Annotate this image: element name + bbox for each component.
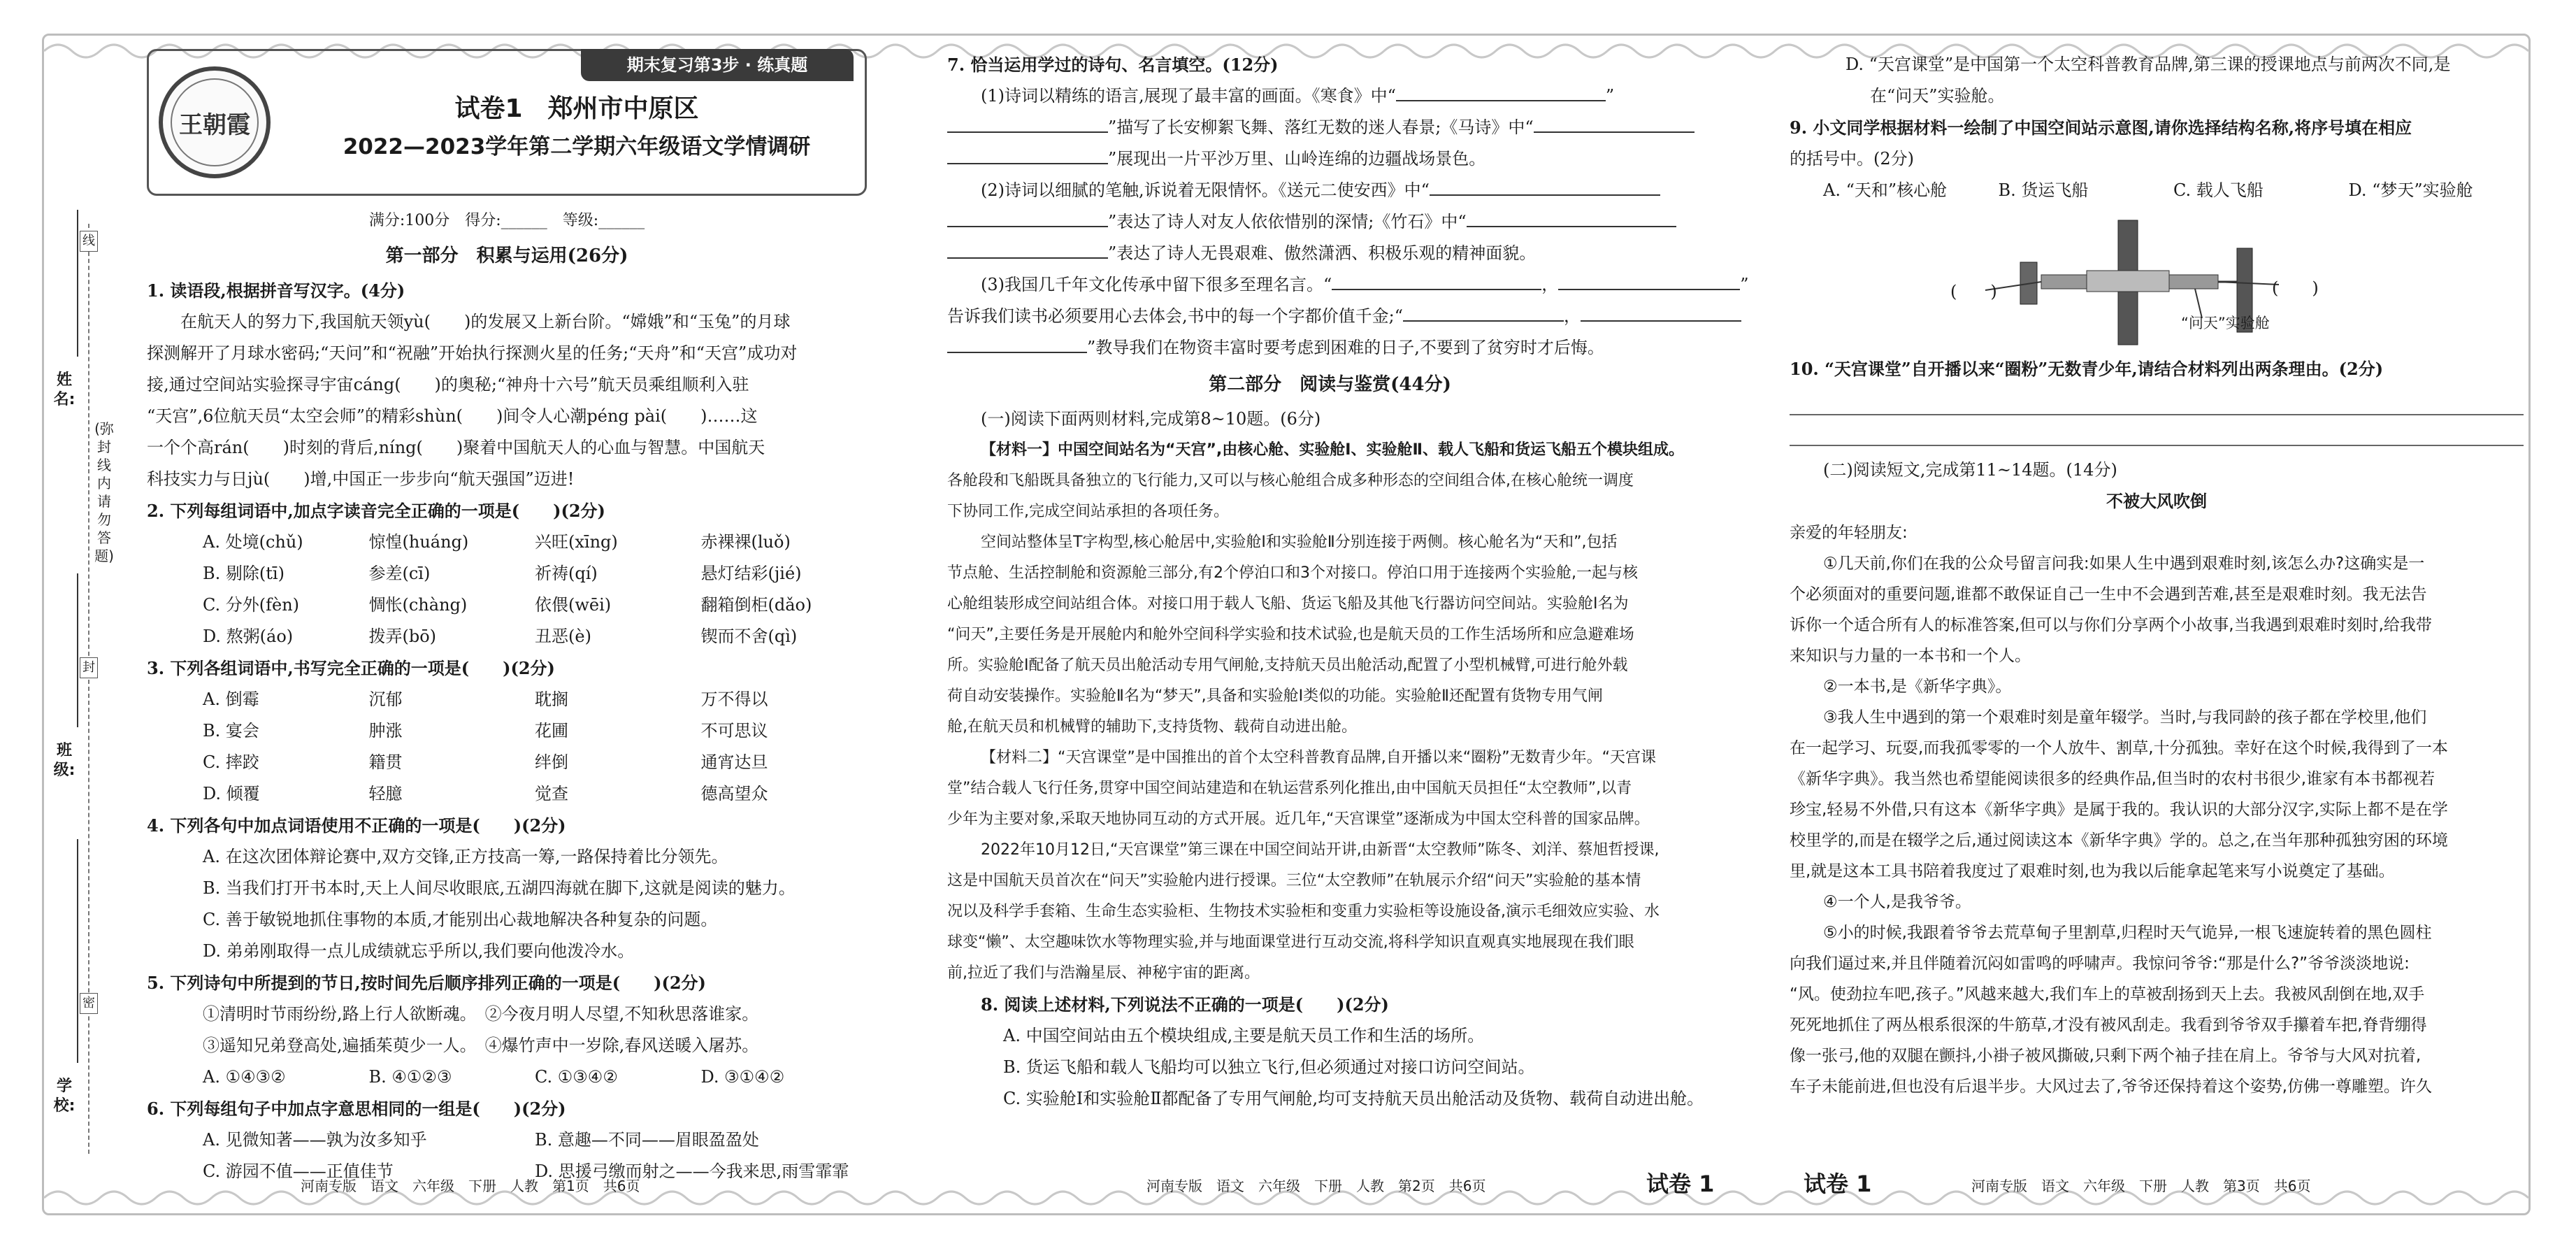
name-blank[interactable]	[77, 210, 78, 357]
article-line: 珍宝,轻易不外借,只有这本《新华字典》是属于我的。我认识的大部分汉字,实际上都不是在学	[1790, 801, 2448, 819]
q1-line: 接,通过空间站实验探寻宇宙cáng( )的奥秘;“神舟十六号”航天员乘组顺利入驻	[147, 375, 749, 394]
material-2-line: 前,拉近了我们与浩瀚星辰、神秘宇宙的距离。	[947, 964, 1260, 982]
seal-line	[88, 224, 89, 1154]
seal-mark-secret: 密	[80, 993, 98, 1014]
material-1-line: 空间站整体呈T字构型,核心舱居中,实验舱Ⅰ和实验舱Ⅱ分别连接于两侧。核心舱名为“天和”,包括	[981, 534, 1618, 551]
question-4: 4. 下列各句中加点词语使用不正确的一项是( )(2分)	[147, 815, 566, 836]
q3-option-row[interactable]: C. 摔跤 籍贯 绊倒 通宵达旦	[203, 752, 768, 772]
material-2-line: 少年为主要对象,采取天地协同互动的方式开展。近几年,“天宫课堂”逐渐成为中国太空科普的国家品牌。	[947, 810, 1650, 828]
material-2-line: 况以及科学手套箱、生命生态实验柜、生物技术实验柜和变重力实验柜等设施设备,演示毛细效应实验、水	[947, 903, 1660, 920]
material-1-line: 下协同工作,完成空间站承担的各项任务。	[947, 503, 1229, 520]
material-2-line: 【材料二】“天宫课堂”是中国推出的首个太空科普教育品牌,自开播以来“圈粉”无数青少年。“天宫课	[981, 749, 1656, 766]
column-1	[147, 49, 867, 1187]
q1-line: 科技实力与日jù( )增,中国正一步步向“航天强国”迈进!	[147, 469, 575, 489]
q9-options[interactable]: A. “天和”核心舱 B. 货运飞船 C. 载人飞船 D. “梦天”实验舱	[1823, 180, 2473, 200]
part-2-heading: 第二部分 阅读与鉴赏(44分)	[1209, 374, 1451, 395]
question-1: 1. 读语段,根据拼音写汉字。(4分)	[147, 280, 405, 301]
material-1-line: “问天”,主要任务是开展舱内和舱外空间科学实验和技术试验,也是航天员的工作生活场所和应急避难场	[947, 626, 1634, 643]
question-9-cont: 的括号中。(2分)	[1790, 149, 1914, 169]
q7-line: (3)我国几千年文化传承中留下很多至理名言。“ ， ”	[947, 269, 1713, 301]
article-line: 向我们逼过来,并且伴随着沉闷如雷鸣的呼啸声。我惊问爷爷:“那是什么?”爷爷淡淡地说:	[1790, 955, 2410, 973]
material-2-line: 球变“懒”、太空趣味饮水等物理实验,并与地面课堂进行互动交流,将科学知识直观真实地展现在我们眼	[947, 934, 1634, 951]
article-line: ②一本书,是《新华字典》。	[1823, 678, 2012, 696]
article-line: 《新华字典》。我当然也希望能阅读很多的经典作品,但当时的农村书很少,谁家有本书都视若	[1790, 770, 2435, 788]
article-line: 死死地抓住了两丛根系很深的牛筋草,才没有被风刮走。我看到爷爷双手攥着车把,脊背绷得	[1790, 1016, 2427, 1034]
article-line: 在一起学习、玩耍,而我孤零零的一个人放牛、割草,十分孤独。幸好在这个时候,我得到了一本	[1790, 739, 2448, 757]
answer-line[interactable]	[1790, 385, 2524, 415]
material-1-line: 节点舱、生活控制舱和资源舱三部分,有2个停泊口和3个对接口。停泊口用于连接两个实验舱,一起与核	[947, 564, 1638, 582]
article-line: 里,就是这本工具书陪着我度过了艰难时刻,也为我以后能拿起笔来写小说奠定了基础。	[1790, 862, 2395, 880]
diagram-blank-right[interactable]: ( )	[2272, 278, 2319, 298]
material-1-line: 各舱段和飞船既具备独立的飞行能力,又可以与核心舱组合成多种形态的空间组合体,在核心舱统一调度	[947, 472, 1634, 489]
school-blank[interactable]	[77, 839, 78, 1063]
q4-option-b[interactable]: B. 当我们打开书本时,天上人间尽收眼底,五湖四海就在脚下,这就是阅读的魅力。	[203, 878, 796, 898]
q3-option-row[interactable]: B. 宴会 肿涨 花圃 不可思议	[203, 721, 768, 741]
q6-option-row[interactable]: C. 游园不值——正值佳节 D. 思援弓缴而射之——今我来思,雨雪霏霏	[203, 1161, 849, 1181]
article-line: ⑤小的时候,我跟着爷爷去荒草甸子里割草,归程时天气诡异,一根飞速旋转着的黑色圆柱	[1823, 924, 2432, 942]
class-blank[interactable]	[77, 573, 78, 727]
wentian-module-label: “问天”实验舱	[2181, 315, 2270, 331]
binding-strip	[49, 210, 133, 1154]
seal-mark-line: 线	[80, 231, 98, 252]
material-1-line: 所。实验舱Ⅰ配备了航天员出舱活动专用气闸舱,支持航天员出舱活动,配置了小型机械臂,可进行舱外载	[947, 657, 1628, 674]
material-1-line: 心舱组装形成空间站组合体。对接口用于载人飞船、货运飞船及其他飞行器访问空间站。实验舱Ⅰ名为	[947, 595, 1629, 613]
school-label: 学校:	[53, 1078, 75, 1115]
q1-line: “天宫”,6位航天员“太空会师”的精彩shùn( )间令人心潮péng pài( )……这	[147, 406, 758, 426]
q2-option-row[interactable]: C. 分外(fèn) 惆怅(chàng) 依偎(wēi) 翻箱倒柜(dǎo)	[203, 595, 812, 615]
q2-option-row[interactable]: A. 处境(chǔ) 惊惶(huáng) 兴旺(xīng) 赤裸裸(luǒ)	[203, 532, 791, 552]
column-3	[1790, 49, 2524, 1102]
article-line: 来知识与力量的一本书和一个人。	[1790, 647, 2031, 665]
material-2-line: 堂”结合载人飞行任务,贯穿中国空间站建造和在轨运营系列化推出,由中国航天员担任“太空教师”,以青	[947, 780, 1632, 797]
column-2: 7. 恰当运用学过的诗句、名言填空。(12分) (1)诗词以精练的语言,展现了最丰富的画面。《寒食》中“ ” ”描写了长安柳絮飞舞、落红无数的迷人春景;《马诗》中“ ”展现出一片平沙万里、山岭连绵的边疆战场景色。 (2)诗词以细腻的笔触,诉说着无限情怀。《送元二使安西》中“ ”表达了诗人对友人依依惜别的深情;《竹石》中“ ”表达了诗人无畏艰难、傲然潇洒、积极乐观的精神面貌。 (3)我国几千年文化传承中留下很多至理名言。“ ， ” 告诉我们读书必须要用心去体会,书中的每一个字都价值千金;“ ， ”教导我们在物资丰富时要考虑到困难的日子,不要到了贫穷时才后悔。 第二部分 阅读与鉴赏(44分) (一)阅读下面两则材料,完成第8~10题。(6分) 【材料一】中国空间站名为“天宫”,由核心舱、实验舱Ⅰ、实验舱Ⅱ、载人飞船和货运飞船五个模块组成。 各舱段和飞船既具备独立的飞行能力,又可以与核心舱组合成多种形态的空间组合体,在核心舱统一调度 下协同工作,完成空间站承担的各项任务。 空间站整体呈T字构型,核心舱居中,实验舱Ⅰ和实验舱Ⅱ分别连接于两侧。核心舱名为“天和”,包括 节点舱、生活控制舱和资源舱三部分,有2个停泊口和3个对接口。停泊口用于连接两个实验舱,一起与核 心舱组装形成空间站组合体。对接口用于载人飞船、货运飞船及其他飞行器访问空间站。实验舱Ⅰ名为 “问天”,主要任务是开展舱内和舱外空间科学实验和技术试验,也是航天员的工作生活场所和应急避难场 所。实验舱Ⅰ配备了航天员出舱活动专用气闸舱,支持航天员出舱活动,配置了小型机械臂,可进行舱外载 荷自动安装操作。实验舱Ⅱ名为“梦天”,具备和实验舱Ⅰ类似的功能。实验舱Ⅱ还配置有货物专用气闸 舱,在航天员和机械臂的辅助下,支持货物、载荷自动进出舱。 【材料二】“天宫课堂”是中国推出的首个太空科普教育品牌,自开播以来“圈粉”无数青少年。“天宫课 堂”结合载人飞行任务,贯穿中国空间站建造和在轨运营系列化推出,由中国航天员担任“太空教师”,以青 少年为主要对象,采取天地协同互动的方式开展。近几年,“天宫课堂”逐渐成为中国太空科普的国家品牌。 2022年10月12日,“天宫课堂”第三课在中国空间站开讲,由新晋“太空教师”陈冬、刘洋、蔡旭哲授课, 这是中国航天员首次在“问天”实验舱内进行授课。三位“太空教师”在轨展示介绍“问天”实验舱的基本情 况以及科学手套箱、生命生态实验柜、生物技术实验柜和变重力实验柜等设施设备,演示毛细效应实验、水 球变“懒”、太空趣味饮水等物理实验,并与地面课堂进行互动交流,将科学知识直观真实地展现在我们眼 前,拉近了我们与浩瀚星辰、神秘宇宙的距离。 8. 阅读上述材料,下列说法不正确的一项是( )(2分) A. 中国空间站由五个模块组成,主要是航天员工作和生活的场所。 B. 货运飞船和载人飞船均可以独立飞行,但必须通过对接口访问空间站。 C. 实验舱Ⅰ和实验舱Ⅱ都配备了专用气闸舱,均可支持航天员出舱活动及货物、载荷自动进出舱。	[947, 49, 1713, 1115]
q8-option-d[interactable]: D. “天宫课堂”是中国第一个太空科普教育品牌,第三课的授课地点与前两次不同,是	[1845, 55, 2451, 74]
seal-note: (弥封线内请勿答题)	[94, 420, 114, 564]
article-line: 诉你一个适合所有人的标准答案,但可以与你们分享两个小故事,当我遇到艰难时刻时,给我带	[1790, 616, 2432, 634]
material-2-line: 2022年10月12日,“天宫课堂”第三课在中国空间站开讲,由新晋“太空教师”陈冬、刘洋、蔡旭哲授课,	[981, 841, 1660, 859]
q3-option-row[interactable]: D. 倾覆 轻臆 觉查 德高望众	[203, 784, 768, 803]
logo-text: 王朝霞	[171, 78, 259, 166]
q2-option-row[interactable]: B. 剔除(tī) 参差(cī) 祈祷(qí) 悬灯结彩(jié)	[203, 564, 802, 583]
material-2-line: 这是中国航天员首次在“问天”实验舱内进行授课。三位“太空教师”在轨展示介绍“问天”实验舱的基本情	[947, 872, 1641, 889]
article-line: 像一张弓,他的双腿在颤抖,小褂子被风撕破,只剩下两个袖子挂在肩上。爷爷与大风对抗着,	[1790, 1047, 2422, 1065]
page-1-footer: 河南专版 语文 六年级 下册 人教 第1页 共6页	[301, 1178, 640, 1194]
exam-badge-left: 试卷 1	[1804, 1171, 1872, 1197]
question-6: 6. 下列每组句子中加点字意思相同的一组是( )(2分)	[147, 1099, 566, 1119]
material-1-line: 【材料一】中国空间站名为“天宫”,由核心舱、实验舱Ⅰ、实验舱Ⅱ、载人飞船和货运飞船五个模块组成。	[981, 441, 1684, 459]
article-line: 个必须面对的重要问题,谁都不敢保证自己一生中不会遇到苦难,甚至是艰难时刻。我无法告	[1790, 585, 2427, 603]
article-line: ③我人生中遇到的第一个艰难时刻是童年辍学。当时,与我同龄的孩子都在学校里,他们	[1823, 708, 2427, 727]
question-5: 5. 下列诗句中所提到的节日,按时间先后顺序排列正确的一项是( )(2分)	[147, 973, 706, 993]
article-line: 亲爱的年轻朋友:	[1790, 524, 1908, 542]
q1-line: 一个个高rán( )时刻的背后,níng( )聚着中国航天人的心血与智慧。中国航天	[147, 438, 765, 457]
q8-option-c[interactable]: C. 实验舱Ⅰ和实验舱Ⅱ都配备了专用气闸舱,均可支持航天员出舱活动及货物、载荷自动进出舱。	[1003, 1089, 1704, 1108]
material-1-line: 舱,在航天员和机械臂的辅助下,支持货物、载荷自动进出舱。	[947, 718, 1357, 736]
q8-option-b[interactable]: B. 货运飞船和载人飞船均可以独立飞行,但必须通过对接口访问空间站。	[1003, 1057, 1535, 1077]
q5-line: ①清明时节雨纷纷,路上行人欲断魂。 ②今夜月明人尽望,不知秋思落谁家。	[203, 1004, 759, 1024]
article-line: ①几天前,你们在我的公众号留言问我:如果人生中遇到艰难时刻,该怎么办?这确实是一	[1823, 555, 2425, 573]
reading-1-intro: (一)阅读下面两则材料,完成第8~10题。(6分)	[981, 409, 1321, 429]
q2-option-row[interactable]: D. 熬粥(áo) 拨弄(bō) 丑恶(è) 锲而不舍(qì)	[203, 627, 798, 646]
q3-option-row[interactable]: A. 倒霉 沉郁 耽搁 万不得以	[203, 689, 768, 709]
q4-option-d[interactable]: D. 弟弟刚取得一点儿成绩就忘乎所以,我们要向他泼冷水。	[203, 941, 635, 961]
question-8: 8. 阅读上述材料,下列说法不正确的一项是( )(2分)	[981, 994, 1389, 1015]
reading-2-intro: (二)阅读短文,完成第11~14题。(14分)	[1823, 460, 2117, 480]
class-label: 班级:	[53, 742, 75, 779]
q7-line: (1)诗词以精练的语言,展现了最丰富的画面。《寒食》中“ ”	[947, 80, 1713, 112]
q5-options[interactable]: A. ①④③② B. ④①②③ C. ①③④② D. ③①④②	[203, 1067, 785, 1087]
exam-badge-right: 试卷 1	[1646, 1171, 1715, 1197]
page-3-footer: 河南专版 语文 六年级 下册 人教 第3页 共6页	[1971, 1178, 2311, 1194]
question-7: 7. 恰当运用学过的诗句、名言填空。(12分)	[947, 55, 1279, 75]
review-step-tab: 期末复习第3步 · 练真题	[581, 49, 854, 81]
seal-mark-seal: 封	[80, 657, 98, 678]
answer-line[interactable]	[1790, 415, 2524, 446]
q7-line: (2)诗词以细腻的笔触,诉说着无限情怀。《送元二使安西》中“	[947, 175, 1713, 206]
exam-title: 试卷1 郑州市中原区	[454, 94, 699, 123]
space-station-diagram	[1790, 206, 2524, 353]
exam-subtitle: 2022—2023学年第二学期六年级语文学情调研	[343, 134, 811, 159]
article-line: ④一个人,是我爷爷。	[1823, 893, 1971, 911]
q4-option-c[interactable]: C. 善于敏锐地抓住事物的本质,才能别出心裁地解决各种复杂的问题。	[203, 910, 718, 929]
q6-option-row[interactable]: A. 见微知著——孰为汝多知乎 B. 意趣—不同——眉眼盈盈处	[203, 1130, 759, 1150]
score-line: 满分:100分 得分:______ 等级:______	[368, 212, 645, 229]
q1-line: 在航天人的努力下,我国航天领yù( )的发展又上新台阶。“嫦娥”和“玉兔”的月球	[180, 312, 791, 331]
diagram-blank-left[interactable]: ( )	[1950, 282, 1997, 301]
question-10: 10. “天宫课堂”自开播以来“圈粉”无数青少年,请结合材料列出两条理由。(2分)	[1790, 359, 2384, 379]
part-1-heading: 第一部分 积累与运用(26分)	[385, 245, 628, 266]
space-station-illustration	[1790, 206, 2524, 353]
q8-option-d-cont: 在“问天”实验舱。	[1870, 86, 2005, 106]
article-line: “风。使劲拉车吧,孩子。”风越来越大,我们车上的草被刮扬到天上去。我被风刮倒在地,双手	[1790, 985, 2425, 1003]
q4-option-a[interactable]: A. 在这次团体辩论赛中,双方交锋,正方技高一筹,一路保持着比分领先。	[203, 847, 728, 866]
article-title: 不被大风吹倒	[2106, 492, 2207, 511]
question-3: 3. 下列各组词语中,书写完全正确的一项是( )(2分)	[147, 658, 555, 678]
question-2: 2. 下列每组词语中,加点字读音完全正确的一项是( )(2分)	[147, 501, 605, 521]
page-2-footer: 河南专版 语文 六年级 下册 人教 第2页 共6页	[1146, 1178, 1486, 1194]
name-label: 姓名:	[53, 371, 75, 408]
material-1-line: 荷自动安装操作。实验舱Ⅱ名为“梦天”,具备和实验舱Ⅰ类似的功能。实验舱Ⅱ还配置有货物专用气闸	[947, 687, 1603, 705]
article-line: 车子未能前进,但也没有后退半步。大风过去了,爷爷还保持着这个姿势,仿佛一尊雕塑。许久	[1790, 1078, 2432, 1096]
question-9: 9. 小文同学根据材料一绘制了中国空间站示意图,请你选择结构名称,将序号填在相应	[1790, 117, 2412, 138]
article-line: 校里学的,而是在辍学之后,通过阅读这本《新华字典》学的。总之,在当年那种孤独穷困的环境	[1790, 831, 2448, 850]
q8-option-a[interactable]: A. 中国空间站由五个模块组成,主要是航天员工作和生活的场所。	[1003, 1026, 1485, 1045]
q5-line: ③遥知兄弟登高处,遍插茱萸少一人。 ④爆竹声中一岁除,春风送暖入屠苏。	[203, 1036, 759, 1055]
q1-line: 探测解开了月球水密码;“天问”和“祝融”开始执行探测火星的任务;“天舟”和“天宫”成功对	[147, 343, 798, 363]
